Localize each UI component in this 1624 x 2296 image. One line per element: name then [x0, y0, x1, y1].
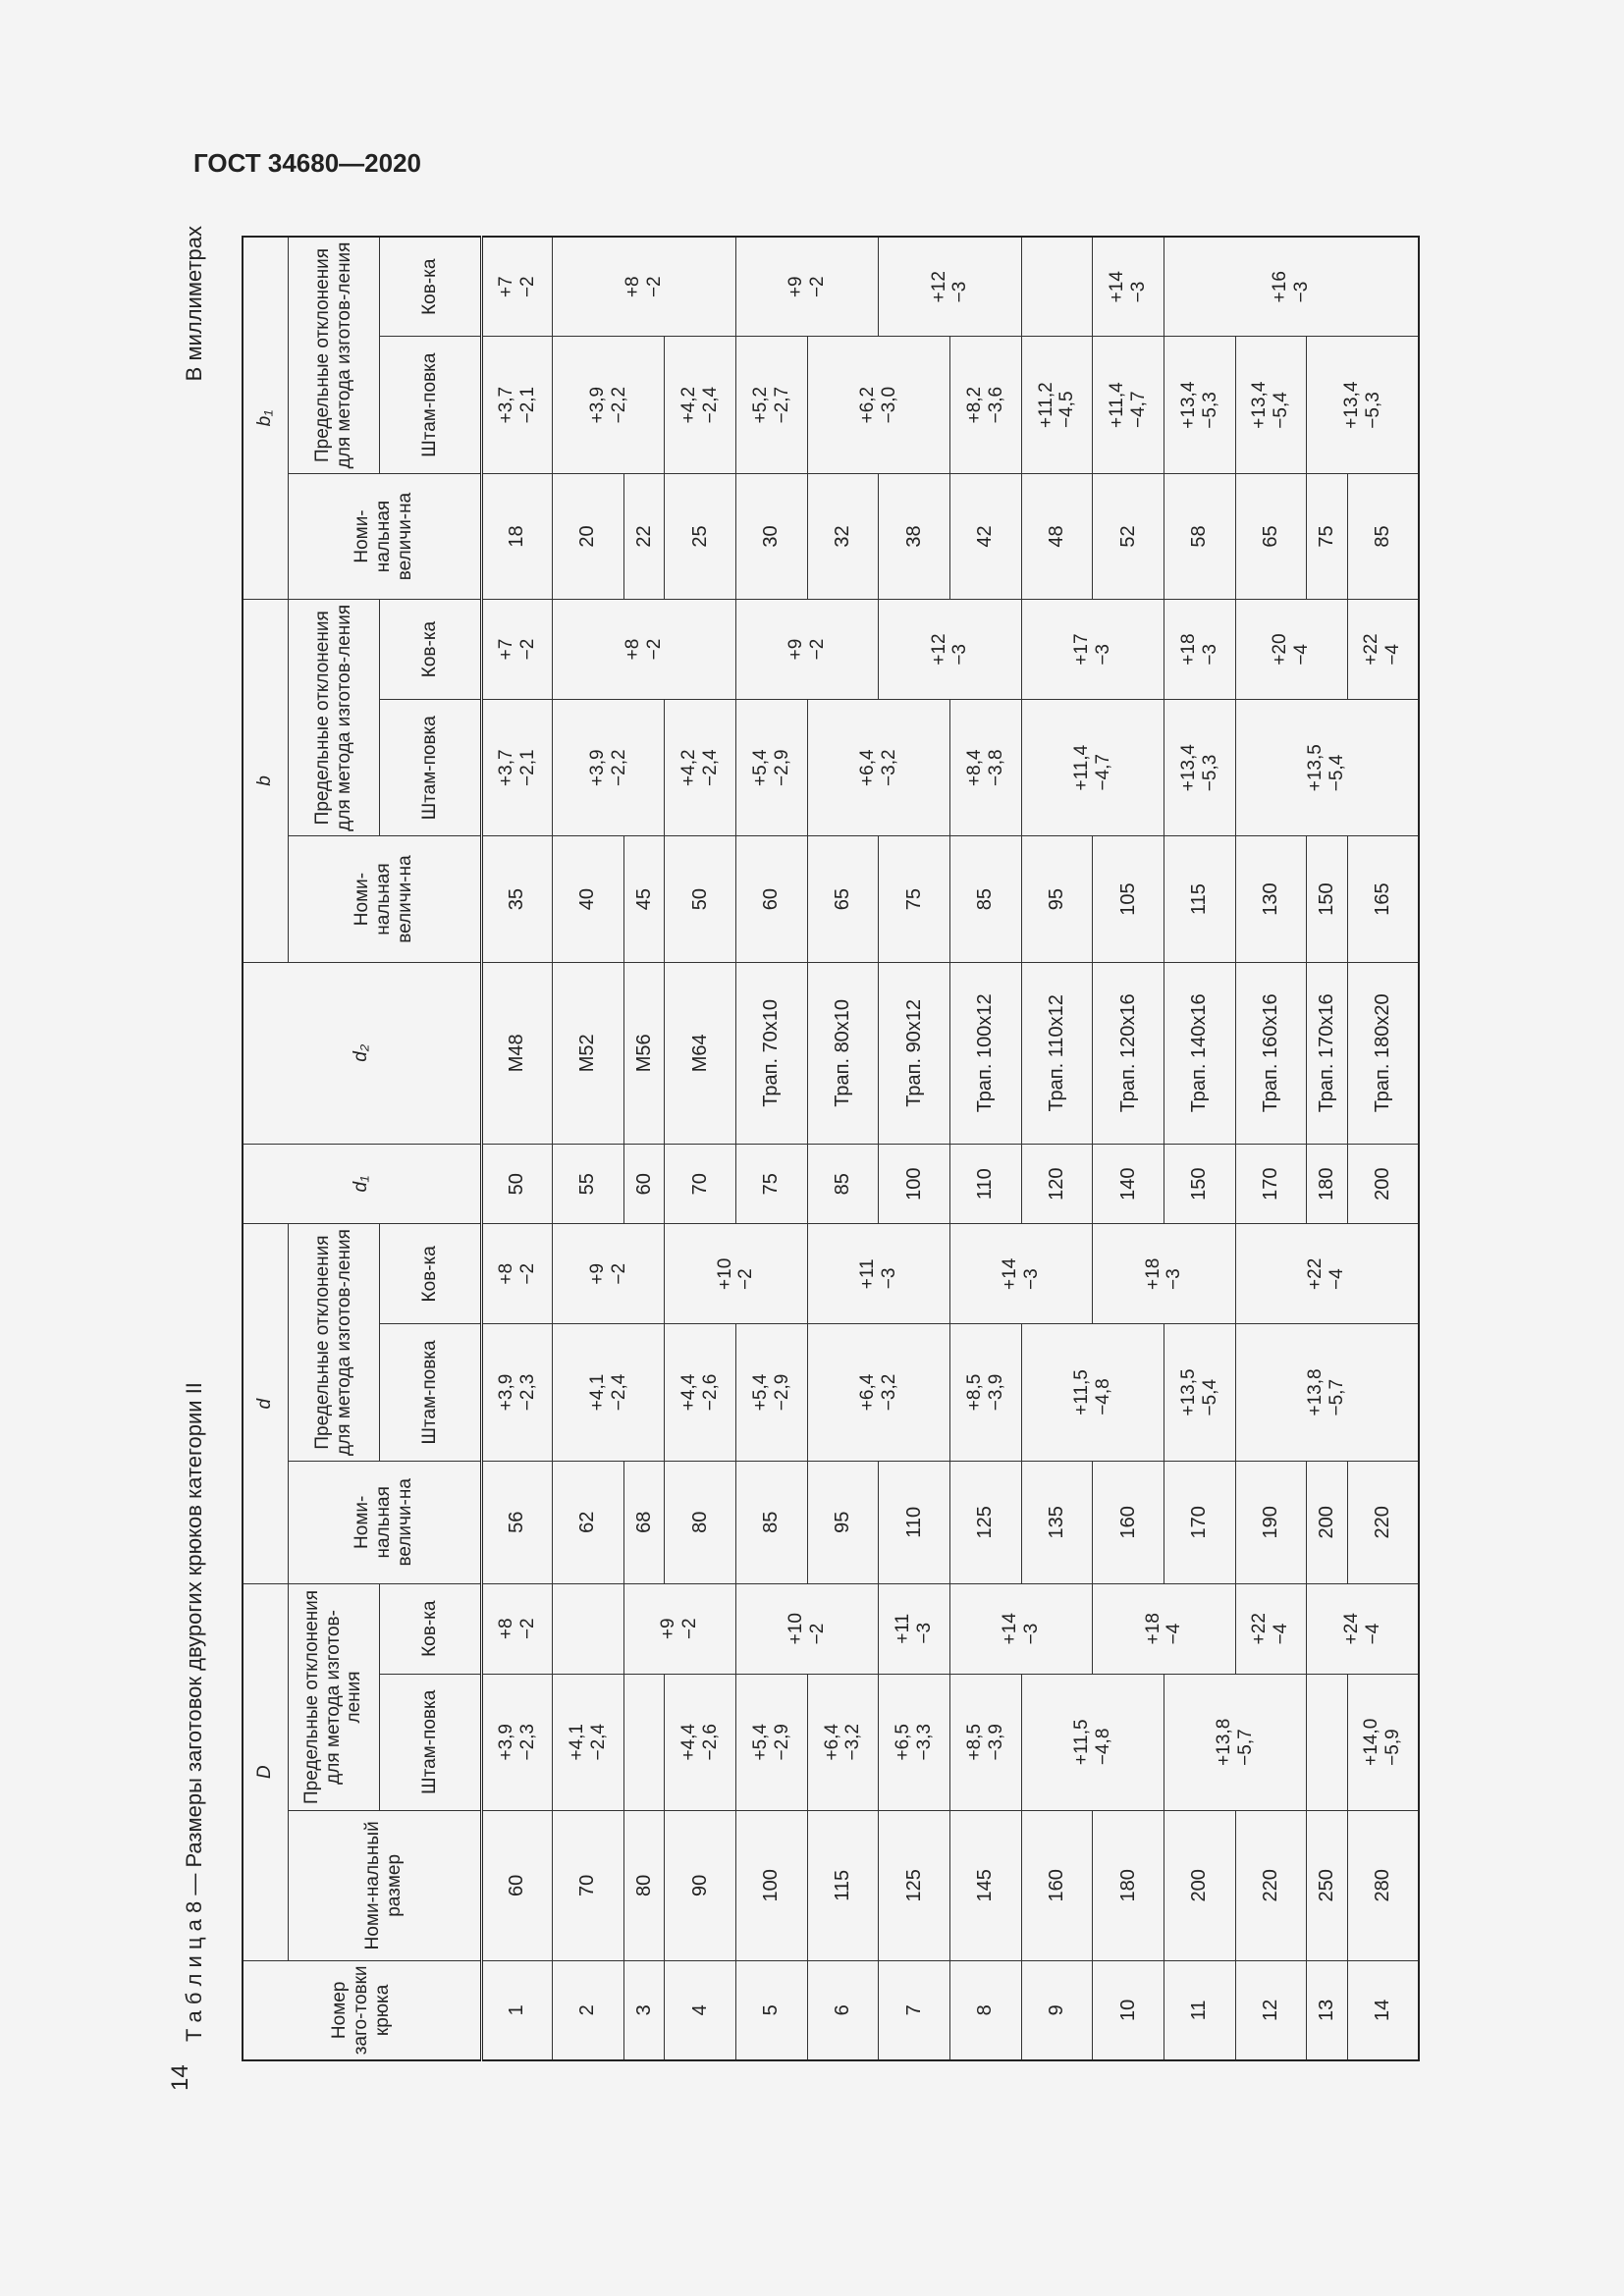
- cell-d-forging: [1235, 1224, 1419, 1324]
- cell-b-stamping: [1164, 699, 1235, 835]
- cell-d-stamping: [1164, 1324, 1235, 1461]
- cell-D-nominal: 180: [1093, 1811, 1164, 1961]
- cell-b-nominal: 45: [623, 836, 665, 962]
- cell-d-stamping: [949, 1324, 1021, 1461]
- cell-d-stamping: [735, 1324, 807, 1461]
- cell-b1-stamping: [665, 337, 736, 473]
- cell-b1-nominal: 65: [1235, 473, 1307, 599]
- table-row: [807, 237, 879, 2060]
- cell-D-forging: [553, 1583, 624, 1674]
- cell-b1-forging: [553, 237, 736, 337]
- cell-d2: Трап. 170x16: [1307, 962, 1348, 1144]
- cell-b-forging: [735, 600, 878, 700]
- cell-b-stamping: [1235, 699, 1419, 835]
- cell-number: 14: [1347, 1960, 1419, 2060]
- tolerance-value: +8 −2: [495, 1618, 538, 1640]
- tolerance-value: +13,5 −5,4: [1177, 1368, 1220, 1416]
- cell-b-stamping: [553, 699, 665, 835]
- cell-d1: 50: [481, 1144, 553, 1223]
- cell-d-nominal: 68: [623, 1461, 665, 1583]
- cell-D-stamping: [879, 1674, 950, 1810]
- tolerance-value: +6,4 −3,2: [821, 1724, 864, 1761]
- cell-D-forging: [735, 1583, 878, 1674]
- tolerance-value: +16 −3: [1270, 271, 1312, 303]
- tolerance-value: +6,4 −3,2: [856, 1373, 899, 1412]
- cell-D-forging: [623, 1583, 735, 1674]
- cell-b-stamping: [665, 699, 736, 835]
- cell-b-forging: [481, 600, 553, 700]
- table-row: [879, 237, 950, 2060]
- cell-d1: 55: [553, 1144, 624, 1223]
- cell-b1-nominal: 25: [665, 473, 736, 599]
- cell-number: 2: [553, 1960, 624, 2060]
- cell-b1-nominal: 52: [1093, 473, 1164, 599]
- cell-d1: 75: [735, 1144, 807, 1223]
- table-row: [1021, 237, 1093, 2060]
- tolerance-value: +11,4 −4,7: [1070, 744, 1113, 791]
- cell-b-nominal: 85: [949, 836, 1021, 962]
- header-b-nominal: Номи-нальная величи-на: [288, 836, 481, 962]
- cell-d1: 180: [1307, 1144, 1348, 1223]
- cell-d-forging: [1093, 1224, 1235, 1324]
- cell-D-forging: [1235, 1583, 1307, 1674]
- tolerance-value: +3,9 −2,2: [586, 386, 629, 424]
- header-b1-forging: Ков-ка: [379, 237, 481, 337]
- cell-d-nominal: 135: [1021, 1461, 1093, 1583]
- cell-b-forging: [1021, 600, 1164, 700]
- cell-d-nominal: 160: [1093, 1461, 1164, 1583]
- cell-d-nominal: 80: [665, 1461, 736, 1583]
- cell-b1-stamping: [949, 337, 1021, 473]
- cell-d2: Трап. 90x12: [879, 962, 950, 1144]
- tolerance-value: +13,4 −5,3: [1177, 381, 1220, 429]
- tolerance-value: +13,8 −5,7: [1214, 1718, 1256, 1766]
- cell-D-stamping: [807, 1674, 879, 1810]
- tolerance-value: +17 −3: [1070, 633, 1113, 666]
- tolerance-value: +4,4 −2,6: [678, 1373, 722, 1412]
- tolerance-value: +13,4 −5,3: [1340, 381, 1383, 429]
- cell-b1-nominal: 32: [807, 473, 879, 599]
- tolerance-value: +5,4 −2,9: [749, 1373, 792, 1412]
- tolerance-value: +13,5 −5,4: [1305, 744, 1348, 792]
- tolerance-value: +11,5 −4,8: [1070, 1719, 1113, 1766]
- cell-b1-forging: [1093, 237, 1164, 337]
- cell-D-forging: [949, 1583, 1092, 1674]
- tolerance-value: +3,9 −2,2: [586, 749, 629, 786]
- tolerance-value: +11,5 −4,8: [1070, 1369, 1113, 1415]
- cell-b-nominal: 95: [1021, 836, 1093, 962]
- cell-D-nominal: 145: [949, 1811, 1021, 1961]
- cell-b1-stamping: [1235, 337, 1307, 473]
- tolerance-value: +9 −2: [586, 1262, 629, 1285]
- header-d-tolerance: Предельные отклонения для метода изготов-ления: [288, 1224, 379, 1461]
- tolerance-value: +9 −2: [785, 638, 829, 661]
- cell-D-nominal: 100: [735, 1811, 807, 1961]
- tolerance-value: +12 −3: [928, 633, 971, 666]
- table-row: [1347, 237, 1419, 2060]
- cell-D-nominal: 115: [807, 1811, 879, 1961]
- header-d: d: [243, 1224, 288, 1583]
- cell-D-stamping: [1021, 1674, 1164, 1810]
- cell-D-nominal: 220: [1235, 1811, 1307, 1961]
- cell-d1: 170: [1235, 1144, 1307, 1223]
- table-row: [481, 237, 553, 2060]
- cell-d-stamping: [807, 1324, 949, 1461]
- cell-d-forging: [665, 1224, 807, 1324]
- table-row: [665, 237, 736, 2060]
- cell-b1-forging: [1164, 237, 1419, 337]
- cell-d1: 70: [665, 1144, 736, 1223]
- cell-d-stamping: [1235, 1324, 1419, 1461]
- tolerance-value: +9 −2: [658, 1618, 701, 1640]
- cell-D-stamping: [735, 1674, 807, 1810]
- tolerance-value: +13,8 −5,7: [1305, 1368, 1348, 1416]
- cell-number: 12: [1235, 1960, 1307, 2060]
- cell-d2: Трап. 70x10: [735, 962, 807, 1144]
- tolerance-value: +3,9 −2,3: [495, 1724, 538, 1761]
- table-row: [949, 237, 1021, 2060]
- cell-d-nominal: 95: [807, 1461, 879, 1583]
- cell-D-nominal: 70: [553, 1811, 624, 1961]
- cell-d2: Трап. 120x16: [1093, 962, 1164, 1144]
- tolerance-value: +14 −3: [1000, 1613, 1043, 1645]
- cell-d2: M64: [665, 962, 736, 1144]
- tolerance-value: +18 −4: [1142, 1613, 1185, 1645]
- header-D: D: [243, 1583, 288, 1960]
- cell-b1-stamping: [1164, 337, 1235, 473]
- cell-number: 3: [623, 1960, 665, 2060]
- tolerance-value: +11 −3: [893, 1613, 936, 1644]
- cell-b1-nominal: 30: [735, 473, 807, 599]
- cell-d2: Трап. 100x12: [949, 962, 1021, 1144]
- tolerance-value: +8,5 −3,9: [963, 1373, 1006, 1412]
- tolerance-value: +4,1 −2,4: [567, 1724, 609, 1761]
- cell-number: 8: [949, 1960, 1021, 2060]
- cell-D-stamping: [1307, 1674, 1348, 1810]
- cell-d-forging: [481, 1224, 553, 1324]
- cell-b1-nominal: 48: [1021, 473, 1093, 599]
- cell-D-stamping: [1347, 1674, 1419, 1810]
- cell-d1: 60: [623, 1144, 665, 1223]
- cell-d-stamping: [553, 1324, 665, 1461]
- cell-b-nominal: 60: [735, 836, 807, 962]
- cell-d-forging: [807, 1224, 949, 1324]
- header-d2: d₂: [243, 962, 481, 1144]
- cell-d1: 200: [1347, 1144, 1419, 1223]
- document-title: ГОСТ 34680—2020: [193, 148, 421, 178]
- cell-b-stamping: [807, 699, 949, 835]
- cell-b1-nominal: 75: [1307, 473, 1348, 599]
- cell-b1-nominal: 18: [481, 473, 553, 599]
- header-D-tolerance: Предельные отклонения для метода изготов-ления: [288, 1583, 379, 1810]
- cell-b-nominal: 35: [481, 836, 553, 962]
- cell-D-forging: [879, 1583, 950, 1674]
- cell-d2: Трап. 160x16: [1235, 962, 1307, 1144]
- header-b-stamping: Штам-повка: [379, 699, 481, 835]
- tolerance-value: +11,2 −4,5: [1035, 382, 1078, 428]
- cell-D-nominal: 280: [1347, 1811, 1419, 1961]
- cell-d-stamping: [665, 1324, 736, 1461]
- cell-b1-nominal: 85: [1347, 473, 1419, 599]
- tolerance-value: +12 −3: [928, 271, 971, 303]
- cell-b-forging: [1235, 600, 1347, 700]
- table-row: [735, 237, 807, 2060]
- cell-D-stamping: [481, 1674, 553, 1810]
- cell-d-nominal: 220: [1347, 1461, 1419, 1583]
- cell-b1-forging: [735, 237, 878, 337]
- cell-D-stamping: [665, 1674, 736, 1810]
- tolerance-value: +14,0 −5,9: [1361, 1718, 1404, 1766]
- cell-d2: Трап. 80x10: [807, 962, 879, 1144]
- cell-b1-stamping: [735, 337, 807, 473]
- cell-b1-stamping: [807, 337, 949, 473]
- cell-b-nominal: 130: [1235, 836, 1307, 962]
- cell-number: 11: [1164, 1960, 1235, 2060]
- cell-b1-nominal: 42: [949, 473, 1021, 599]
- cell-b1-stamping: [1093, 337, 1164, 473]
- cell-d-nominal: 85: [735, 1461, 807, 1583]
- cell-d-nominal: 110: [879, 1461, 950, 1583]
- tolerance-value: +3,7 −2,1: [495, 386, 538, 424]
- cell-number: 7: [879, 1960, 950, 2060]
- cell-number: 5: [735, 1960, 807, 2060]
- cell-d-nominal: 200: [1307, 1461, 1348, 1583]
- header-d-forging: Ков-ка: [379, 1224, 481, 1324]
- tolerance-value: +11,4 −4,7: [1107, 382, 1150, 428]
- cell-b1-stamping: [481, 337, 553, 473]
- tolerance-value: +3,7 −2,1: [495, 749, 538, 786]
- table-row: [1307, 237, 1348, 2060]
- tolerance-value: +5,4 −2,9: [749, 749, 792, 786]
- header-b-forging: Ков-ка: [379, 600, 481, 700]
- cell-D-stamping: [623, 1674, 665, 1810]
- cell-d-nominal: 190: [1235, 1461, 1307, 1583]
- tolerance-value: +10 −2: [785, 1613, 829, 1645]
- tolerance-value: +4,1 −2,4: [586, 1373, 629, 1412]
- cell-b1-forging: [879, 237, 1021, 337]
- cell-d2: Трап. 110x12: [1021, 962, 1093, 1144]
- tolerance-value: +8 −2: [495, 1262, 538, 1285]
- header-b1-stamping: Штам-повка: [379, 337, 481, 473]
- cell-b-forging: [879, 600, 1021, 700]
- header-blank-number: Номер заго-товки крюка: [243, 1960, 481, 2060]
- cell-d-stamping: [1021, 1324, 1164, 1461]
- cell-b1-nominal: 58: [1164, 473, 1235, 599]
- cell-D-nominal: 80: [623, 1811, 665, 1961]
- tolerance-value: +20 −4: [1270, 633, 1313, 666]
- cell-d-nominal: 62: [553, 1461, 624, 1583]
- tolerance-value: +3,9 −2,3: [495, 1373, 538, 1412]
- cell-d2: M48: [481, 962, 553, 1144]
- tolerance-value: +8,2 −3,6: [963, 386, 1006, 424]
- cell-number: 13: [1307, 1960, 1348, 2060]
- cell-D-forging: [1307, 1583, 1419, 1674]
- tolerance-value: +22 −4: [1305, 1257, 1348, 1290]
- cell-b-forging: [1347, 600, 1419, 700]
- cell-D-nominal: 200: [1164, 1811, 1235, 1961]
- cell-b-nominal: 105: [1093, 836, 1164, 962]
- cell-b-nominal: 115: [1164, 836, 1235, 962]
- cell-number: 9: [1021, 1960, 1093, 2060]
- cell-number: 10: [1093, 1960, 1164, 2060]
- cell-number: 6: [807, 1960, 879, 2060]
- tolerance-value: +14 −3: [1000, 1257, 1043, 1290]
- cell-D-nominal: 60: [481, 1811, 553, 1961]
- cell-b1-stamping: [1021, 337, 1093, 473]
- tolerance-value: +24 −4: [1340, 1613, 1383, 1645]
- cell-d-nominal: 170: [1164, 1461, 1235, 1583]
- cell-D-nominal: 250: [1307, 1811, 1348, 1961]
- cell-b-forging: [553, 600, 736, 700]
- cell-b1-nominal: 38: [879, 473, 950, 599]
- cell-D-nominal: 160: [1021, 1811, 1093, 1961]
- cell-D-forging: [481, 1583, 553, 1674]
- tolerance-value: +6,4 −3,2: [856, 749, 899, 786]
- cell-d1: 140: [1093, 1144, 1164, 1223]
- rotated-table-block: [182, 226, 1448, 2061]
- cell-D-stamping: [949, 1674, 1021, 1810]
- page-number: 14: [167, 2064, 193, 2091]
- tolerance-value: +22 −4: [1361, 633, 1404, 666]
- cell-d2: Трап. 140x16: [1164, 962, 1235, 1144]
- cell-d-stamping: [481, 1324, 553, 1461]
- dimensions-table: [242, 236, 1420, 2061]
- header-D-nominal: Номи-нальный размер: [288, 1811, 481, 1961]
- tolerance-value: +18 −3: [1177, 633, 1220, 666]
- header-b-tolerance: Предельные отклонения для метода изготов-ления: [288, 600, 379, 836]
- tolerance-value: +14 −3: [1107, 271, 1150, 303]
- cell-D-stamping: [1164, 1674, 1306, 1810]
- tolerance-value: +13,4 −5,4: [1249, 381, 1292, 429]
- table-caption: Т а б л и ц а 8 — Размеры заготовок двурогих крюков категории II: [182, 1382, 206, 2042]
- cell-D-nominal: 90: [665, 1811, 736, 1961]
- cell-b-stamping: [949, 699, 1021, 835]
- tolerance-value: +5,2 −2,7: [749, 386, 792, 424]
- tolerance-value: +9 −2: [785, 276, 829, 298]
- cell-d1: 120: [1021, 1144, 1093, 1223]
- cell-b-nominal: 75: [879, 836, 950, 962]
- header-d-stamping: Штам-повка: [379, 1324, 481, 1461]
- header-b: b: [243, 600, 288, 963]
- cell-b1-stamping: [1307, 337, 1419, 473]
- tolerance-value: +4,2 −2,4: [678, 749, 722, 786]
- header-b1-tolerance: Предельные отклонения для метода изготов-ления: [288, 237, 379, 473]
- cell-d1: 150: [1164, 1144, 1235, 1223]
- tolerance-value: +13,4 −5,3: [1177, 744, 1220, 792]
- cell-b-stamping: [481, 699, 553, 835]
- tolerance-value: +7 −2: [495, 638, 538, 661]
- cell-b-stamping: [1021, 699, 1164, 835]
- table-units: В миллиметрах: [182, 226, 206, 382]
- header-D-forging: Ков-ка: [379, 1583, 481, 1674]
- cell-D-nominal: 125: [879, 1811, 950, 1961]
- header-D-stamping: Штам-повка: [379, 1674, 481, 1810]
- cell-b-nominal: 165: [1347, 836, 1419, 962]
- cell-d-forging: [949, 1224, 1092, 1324]
- cell-d2: Трап. 180x20: [1347, 962, 1419, 1144]
- tolerance-value: +5,4 −2,9: [749, 1724, 792, 1761]
- tolerance-value: +8 −2: [623, 276, 665, 298]
- cell-b1-nominal: 22: [623, 473, 665, 599]
- tolerance-value: +11 −3: [856, 1258, 899, 1290]
- tolerance-value: +8,4 −3,8: [963, 749, 1006, 786]
- tolerance-value: +22 −4: [1249, 1613, 1292, 1645]
- header-d1: d₁: [243, 1144, 481, 1223]
- cell-b-stamping: [735, 699, 807, 835]
- header-d-nominal: Номи-нальная величи-на: [288, 1461, 481, 1583]
- tolerance-value: +4,2 −2,4: [678, 386, 722, 424]
- cell-b1-forging: [1021, 237, 1093, 337]
- table-row: [553, 237, 624, 2060]
- header-b1-nominal: Номи-нальная величи-на: [288, 473, 481, 599]
- cell-b1-nominal: 20: [553, 473, 624, 599]
- table-row: [1164, 237, 1235, 2060]
- tolerance-value: +8 −2: [623, 638, 665, 661]
- tolerance-value: +6,5 −3,3: [893, 1724, 936, 1761]
- cell-d-nominal: 125: [949, 1461, 1021, 1583]
- cell-D-stamping: [553, 1674, 624, 1810]
- cell-d-nominal: 56: [481, 1461, 553, 1583]
- cell-b1-forging: [481, 237, 553, 337]
- tolerance-value: +10 −2: [714, 1257, 757, 1290]
- tolerance-value: +7 −2: [495, 276, 538, 298]
- cell-D-forging: [1093, 1583, 1235, 1674]
- cell-b-forging: [1164, 600, 1235, 700]
- cell-b-nominal: 40: [553, 836, 624, 962]
- tolerance-value: +8,5 −3,9: [963, 1724, 1006, 1761]
- cell-d1: 100: [879, 1144, 950, 1223]
- header-b1: b₁: [243, 237, 288, 600]
- tolerance-value: +4,4 −2,6: [678, 1724, 722, 1761]
- cell-d-forging: [553, 1224, 665, 1324]
- cell-number: 1: [481, 1960, 553, 2060]
- cell-number: 4: [665, 1960, 736, 2060]
- cell-b1-stamping: [553, 337, 665, 473]
- cell-d1: 110: [949, 1144, 1021, 1223]
- cell-b-nominal: 65: [807, 836, 879, 962]
- cell-d2: M56: [623, 962, 665, 1144]
- tolerance-value: +6,2 −3,0: [856, 386, 899, 424]
- cell-d1: 85: [807, 1144, 879, 1223]
- cell-b-nominal: 150: [1307, 836, 1348, 962]
- tolerance-value: +18 −3: [1142, 1257, 1185, 1290]
- cell-b-nominal: 50: [665, 836, 736, 962]
- table-row: [623, 237, 665, 2060]
- cell-d2: M52: [553, 962, 624, 1144]
